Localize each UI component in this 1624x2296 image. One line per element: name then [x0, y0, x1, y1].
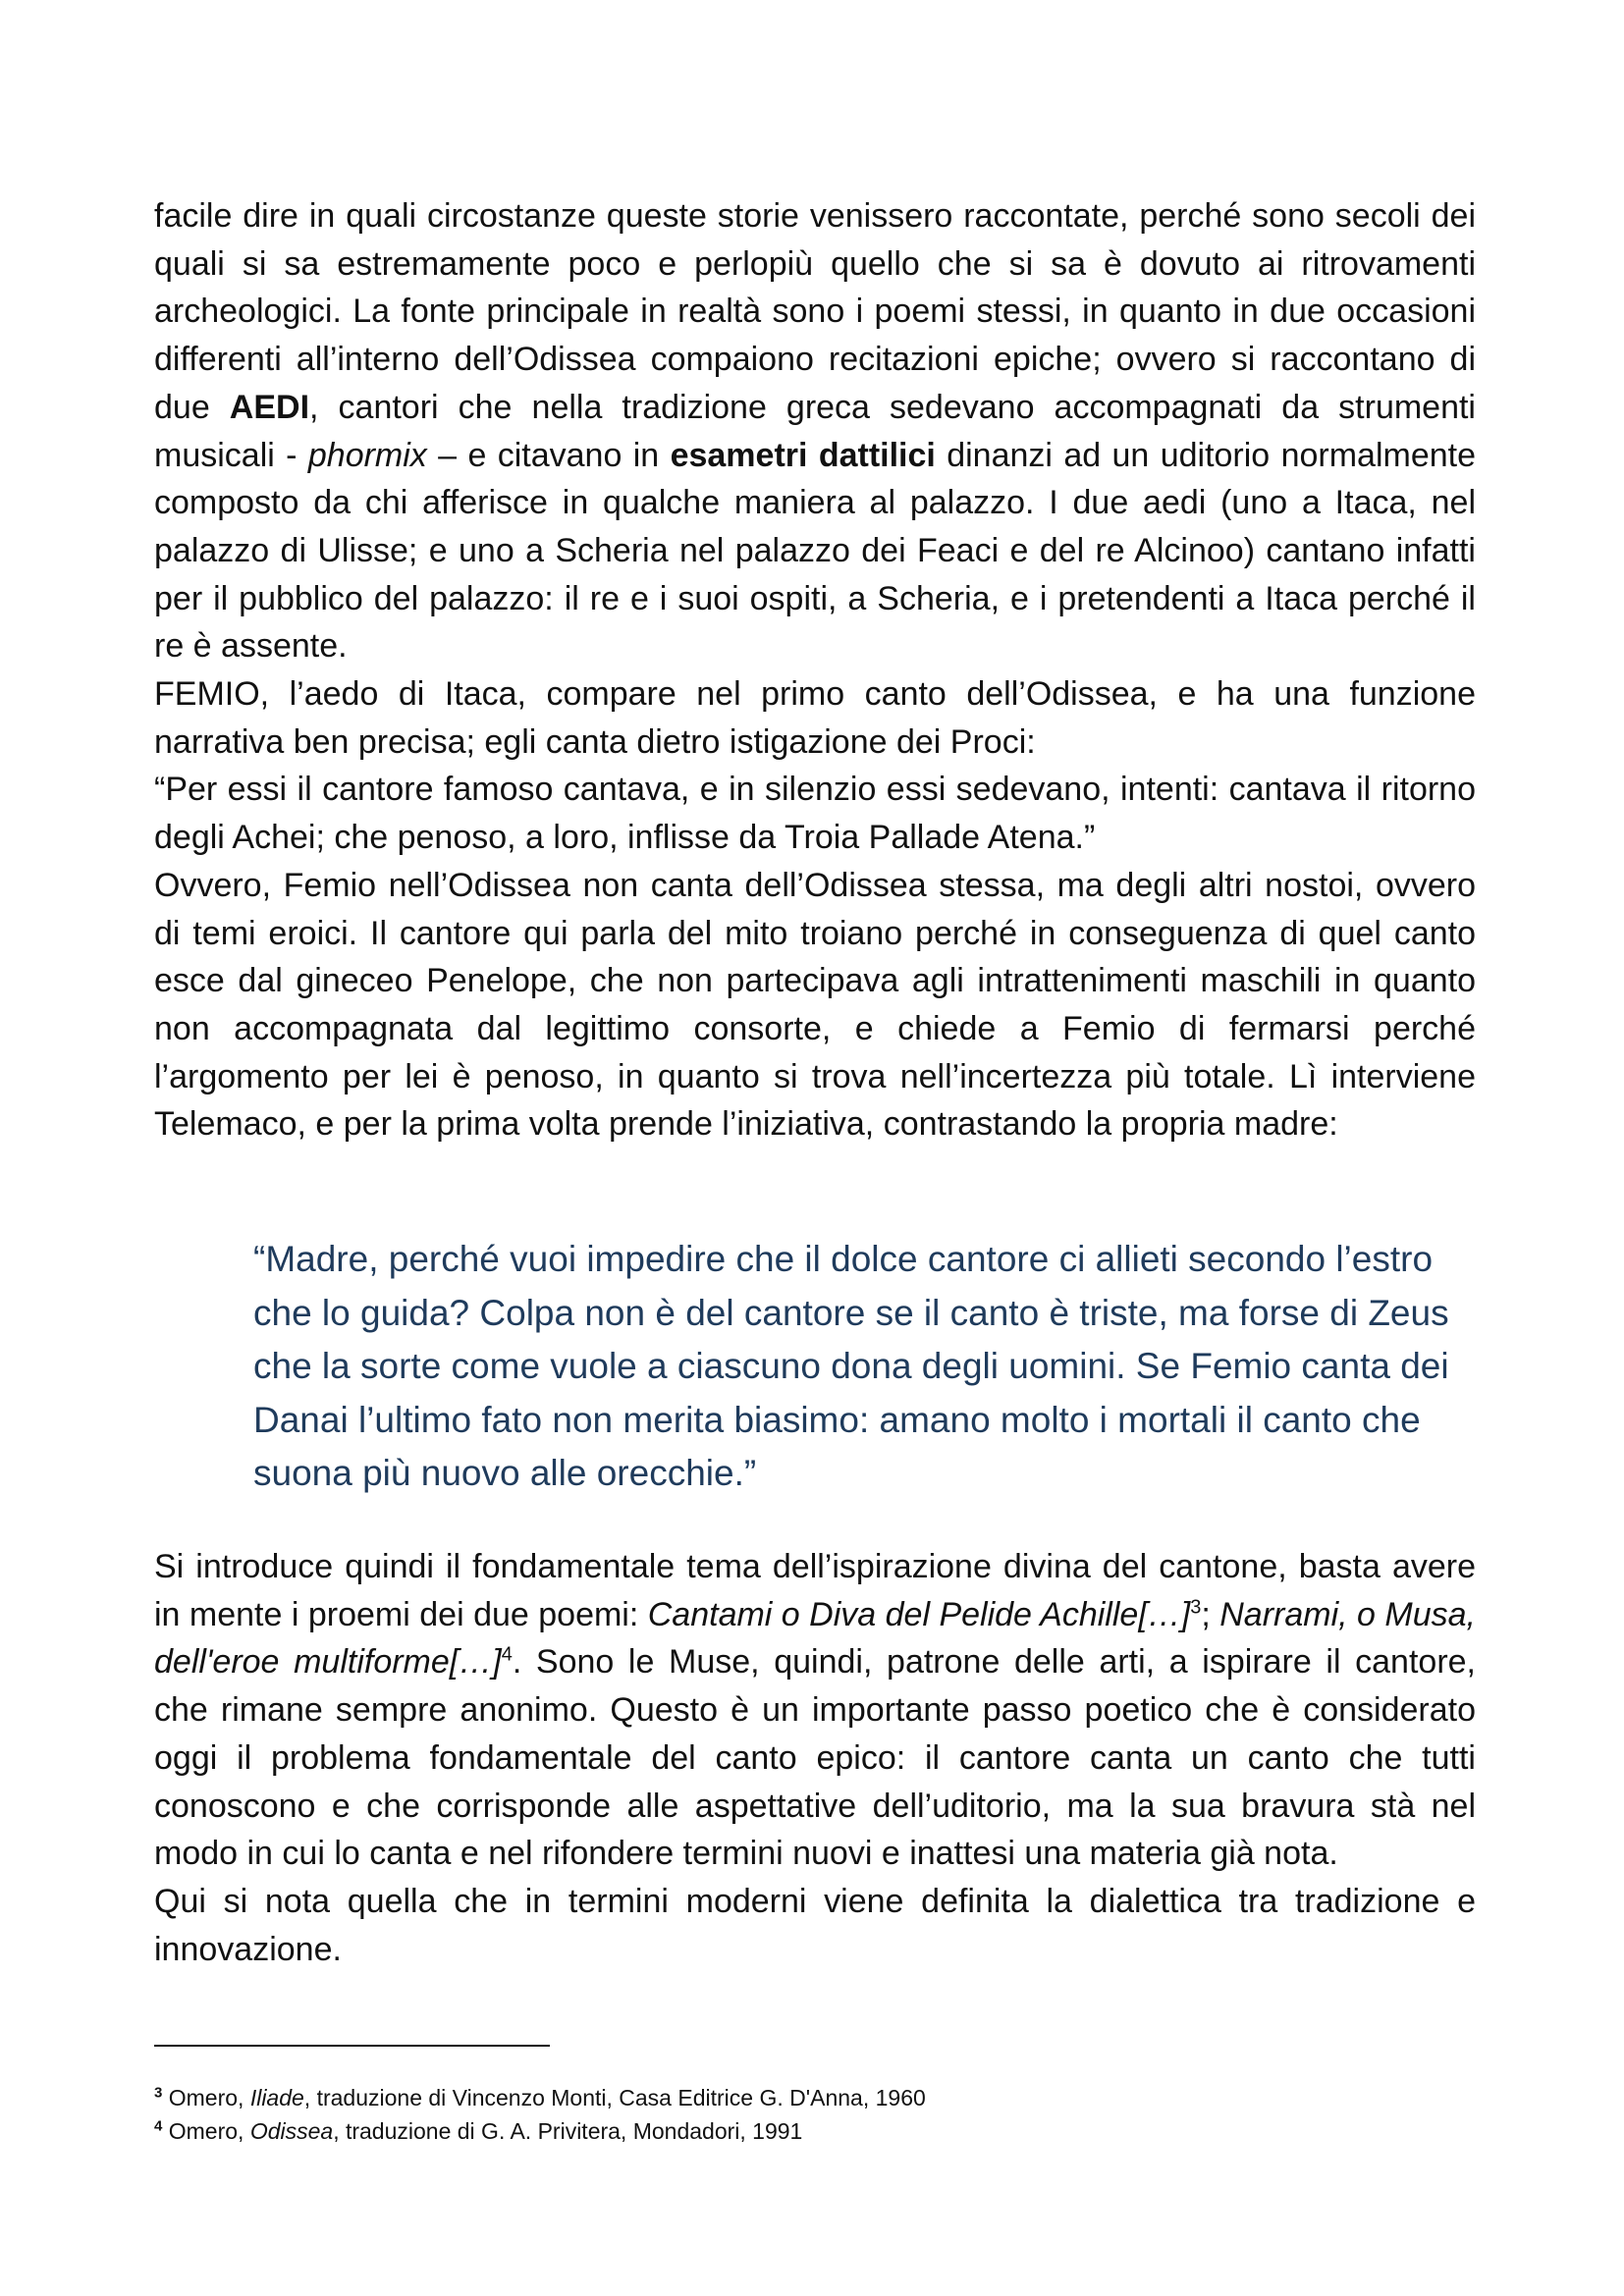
footnote-number: 4 — [154, 2117, 163, 2135]
paragraph-dialettica: Qui si nota quella che in termini moderni viene definita la dialettica tra tradizione e innovazione. — [154, 1882, 1476, 1968]
footnote-author: Omero, — [168, 2085, 250, 2110]
paragraph-text: . Sono le Muse, quindi, patrone delle arti, a ispirare il cantore, che rimane sempre anonimo. Questo è un importante passo poetico che è considerato oggi il problema fondamentale del canto epico: il cantore canta un canto che tutti conoscono e che corrisponde alle aspettative dell’uditorio, ma la sua bravura stà nel modo in cui lo canta e nel rifondere termini nuovi e inattesi una materia già nota. — [154, 1643, 1476, 1873]
paragraph-text: , cantori che nella tradizione greca sedevano accompagnati da strumenti musicali - — [154, 388, 1476, 474]
paragraph-text: dinanzi ad un uditorio normalmente composto da chi afferisce in qualche maniera al palazzo. I due aedi (uno a Itaca, nel palazzo di Ulisse; e uno a Scheria nel palazzo dei Feaci e del re Alcinoo) cantano infatti per il pubblico del palazzo: il re e i suoi ospiti, a Scheria, e i pretendenti a Itaca perché il re è assente. — [154, 436, 1476, 666]
paragraph-penelope: Ovvero, Femio nell’Odissea non canta dell’Odissea stessa, ma degli altri nostoi, ovvero di temi eroici. Il cantore qui parla del mito troiano perché in conseguenza di quel canto esce dal gineceo Penelope, che non partecipava agli intrattenimenti maschili in quanto non accompagnata dal legittimo consorte, e chiede a Femio di fermarsi perché l’argomento per lei è penoso, in quanto si trova nell’incertezza più totale. Lì interviene Telemaco, e per la prima volta prende l’iniziativa, contrastando la propria madre: — [154, 866, 1476, 1144]
footnote-author: Omero, — [168, 2118, 250, 2144]
footnote-ref-3[interactable]: 3 — [1190, 1596, 1202, 1619]
main-text-section — [154, 192, 1476, 1148]
footnote-details: , traduzione di Vincenzo Monti, Casa Editrice G. D'Anna, 1960 — [303, 2085, 926, 2110]
footnote-separator — [154, 2045, 550, 2047]
blockquote-text: “Madre, perché vuoi impedire che il dolce cantore ci allieti secondo l’estro che lo guida? Colpa non è del cantore se il canto è triste, ma forse di Zeus che la sorte come vuole a ciascuno dona degli uomini. Se Femio canta dei Danai l’ultimo fato non merita biasimo: amano molto i mortali il canto che suona più nuovo alle orecchie.” — [253, 1239, 1449, 1493]
footnote-4 — [154, 2114, 1476, 2148]
odyssey-proem-quote: Narrami, o Musa, dell'eroe multiforme[…] — [154, 1595, 1476, 1682]
closing-text-section — [154, 1543, 1476, 1973]
footnote-3 — [154, 2081, 1476, 2114]
separator: ; — [1201, 1595, 1220, 1633]
paragraph-aedi — [154, 192, 1476, 670]
footnotes — [154, 2081, 1476, 2148]
iliad-proem-quote: Cantami o Diva del Pelide Achille[…] — [647, 1595, 1191, 1633]
paragraph-text: Si introduce quindi il fondamentale tema dell’ispirazione divina del cantone, basta avere in mente i proemi dei due poemi: — [154, 1548, 1476, 1633]
term-aedi: AEDI — [229, 388, 310, 426]
paragraph-femio: FEMIO, l’aedo di Itaca, compare nel primo canto dell’Odissea, e ha una funzione narrativa ben precisa; egli canta dietro istigazione dei Proci: — [154, 675, 1476, 761]
telemaco-blockquote — [253, 1233, 1476, 1501]
paragraph-inline-quote: “Per essi il cantore famoso cantava, e in silenzio essi sedevano, intenti: cantava il ritorno degli Achei; che penoso, a loro, inflisse da Troia Pallade Atena.” — [154, 771, 1476, 857]
footnote-title: Iliade — [249, 2085, 304, 2110]
footnote-ref-4[interactable]: 4 — [501, 1644, 513, 1667]
term-phormix: phormix — [307, 436, 427, 474]
paragraph-ispirazione — [154, 1543, 1476, 1878]
footnote-number: 3 — [154, 2084, 163, 2102]
paragraph-text: facile dire in quali circostanze queste storie venissero raccontate, perché sono secoli dei quali si sa estremamente poco e perlopiù quello che si sa è dovuto ai ritrovamenti archeologici. La fonte principale in realtà sono i poemi stessi, in quanto in due occasioni differenti all’interno dell’Odissea compaiono recitazioni epiche; ovvero si raccontano di due — [154, 197, 1476, 426]
footnote-details: , traduzione di G. A. Privitera, Mondadori, 1991 — [333, 2118, 803, 2144]
paragraph-text: – e citavano in — [426, 436, 671, 474]
term-esametri-dattilici: esametri dattilici — [670, 436, 936, 474]
footnote-title: Odissea — [249, 2118, 334, 2144]
